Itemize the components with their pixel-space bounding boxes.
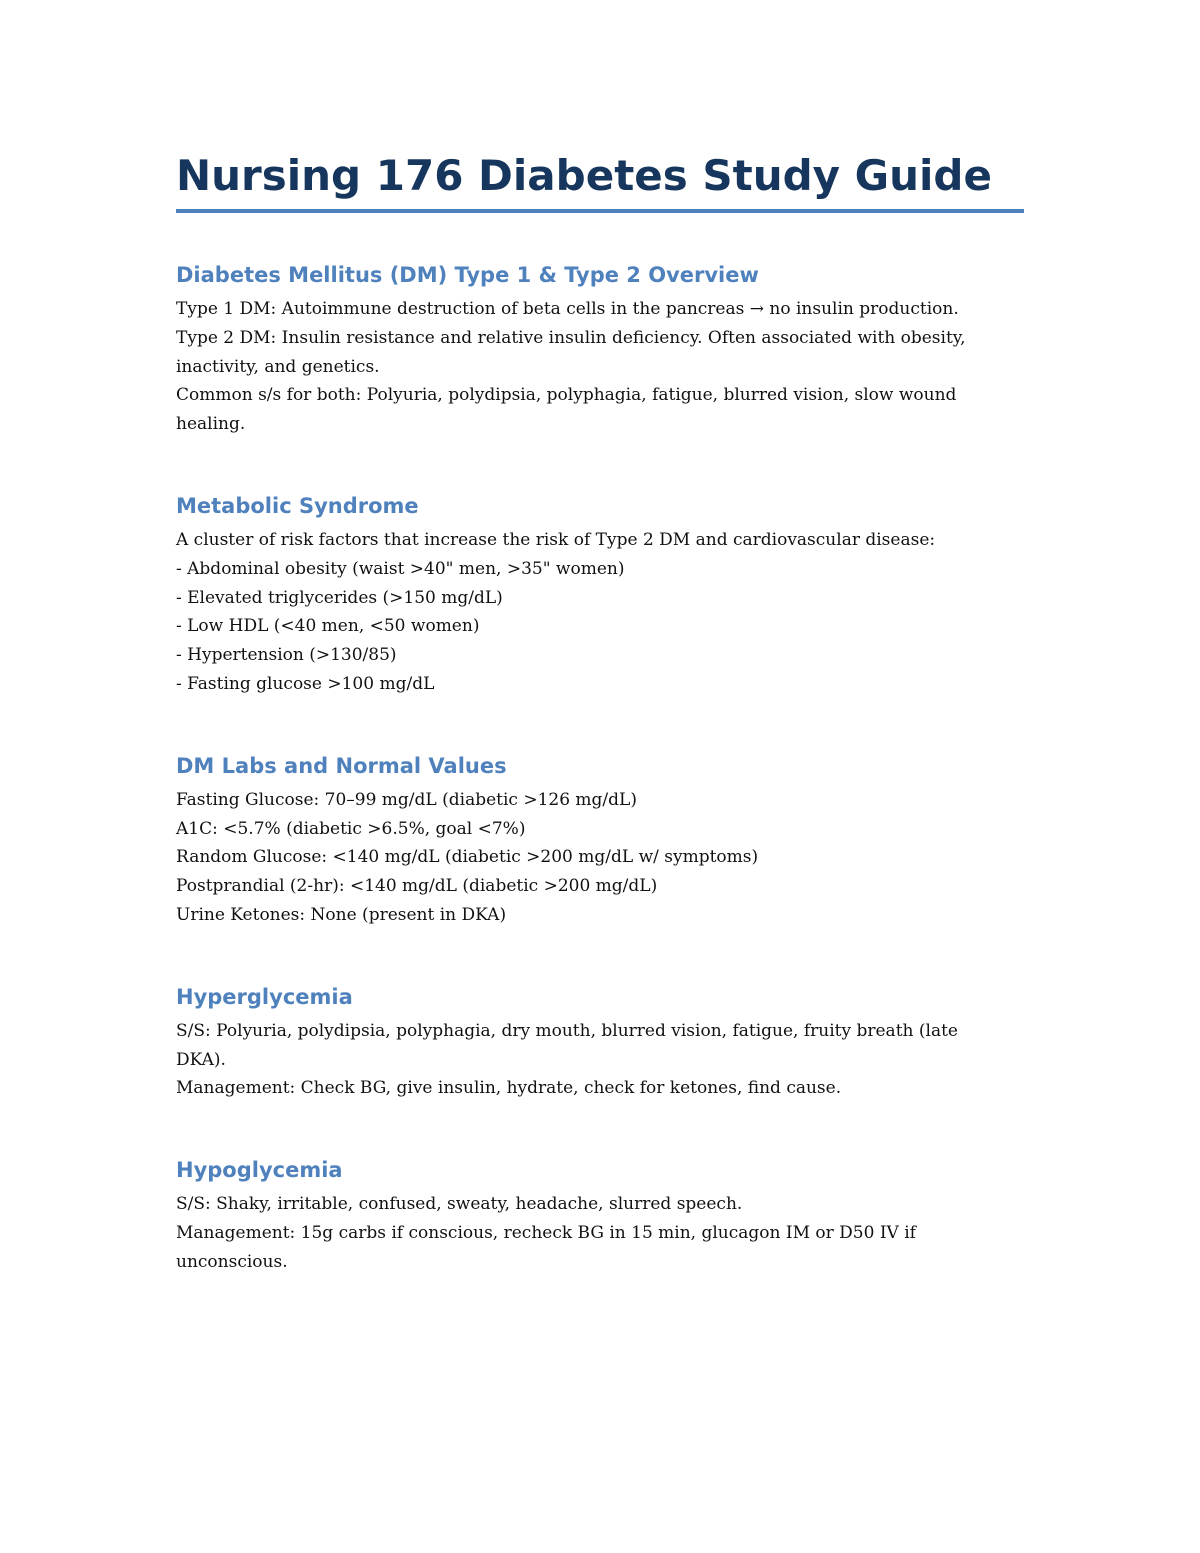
section-line: Type 2 DM: Insulin resistance and relative insulin deficiency. Often associated with obesity,: [176, 327, 966, 348]
list-item: - Elevated triglycerides (>150 mg/dL): [176, 587, 503, 608]
section-line: inactivity, and genetics.: [176, 356, 380, 377]
section-line: Management: Check BG, give insulin, hydrate, check for ketones, find cause.: [176, 1078, 842, 1099]
section-heading: Metabolic Syndrome: [176, 493, 419, 518]
section-heading: DM Labs and Normal Values: [176, 753, 507, 778]
section-hyperglycemia: [176, 982, 1024, 1103]
section-heading: Diabetes Mellitus (DM) Type 1 & Type 2 Overview: [176, 263, 759, 287]
section-line: healing.: [176, 414, 246, 435]
list-item: - Hypertension (>130/85): [176, 645, 397, 666]
section-line: A1C: <5.7% (diabetic >6.5%, goal <7%): [176, 818, 526, 839]
section-line: Urine Ketones: None (present in DKA): [176, 904, 507, 925]
section-dm-labs: [176, 751, 1024, 930]
title-underline-rule: [176, 209, 1024, 213]
document-title: Nursing 176 Diabetes Study Guide: [176, 151, 992, 200]
section-line: A cluster of risk factors that increase the risk of Type 2 DM and cardiovascular disease:: [176, 529, 936, 550]
list-item: - Abdominal obesity (waist >40" men, >35" women): [176, 558, 625, 579]
section-line: S/S: Shaky, irritable, confused, sweaty, headache, slurred speech.: [176, 1194, 743, 1215]
section-line: Fasting Glucose: 70–99 mg/dL (diabetic >126 mg/dL): [176, 789, 637, 810]
list-item: - Fasting glucose >100 mg/dL: [176, 673, 435, 694]
section-metabolic-syndrome: [176, 491, 1024, 699]
section-line: Postprandial (2-hr): <140 mg/dL (diabetic >200 mg/dL): [176, 876, 658, 897]
section-hypoglycemia: [176, 1155, 1024, 1276]
section-line: Type 1 DM: Autoimmune destruction of beta cells in the pancreas → no insulin production.: [176, 299, 959, 319]
section-heading: Hypoglycemia: [176, 1158, 343, 1183]
section-dm-overview: [176, 260, 1024, 439]
section-line: Common s/s for both: Polyuria, polydipsia, polyphagia, fatigue, blurred vision, slow wound: [176, 385, 957, 406]
section-line: S/S: Polyuria, polydipsia, polyphagia, dry mouth, blurred vision, fatigue, fruity breath (late: [176, 1020, 958, 1041]
section-heading: Hyperglycemia: [176, 984, 353, 1009]
list-item: - Low HDL (<40 men, <50 women): [176, 616, 480, 637]
section-line: Management: 15g carbs if conscious, recheck BG in 15 min, glucagon IM or D50 IV if: [176, 1222, 916, 1243]
section-line: Random Glucose: <140 mg/dL (diabetic >200 mg/dL w/ symptoms): [176, 847, 759, 868]
section-line: unconscious.: [176, 1251, 288, 1272]
section-line: DKA).: [176, 1049, 226, 1070]
document-page: [176, 145, 1024, 1277]
